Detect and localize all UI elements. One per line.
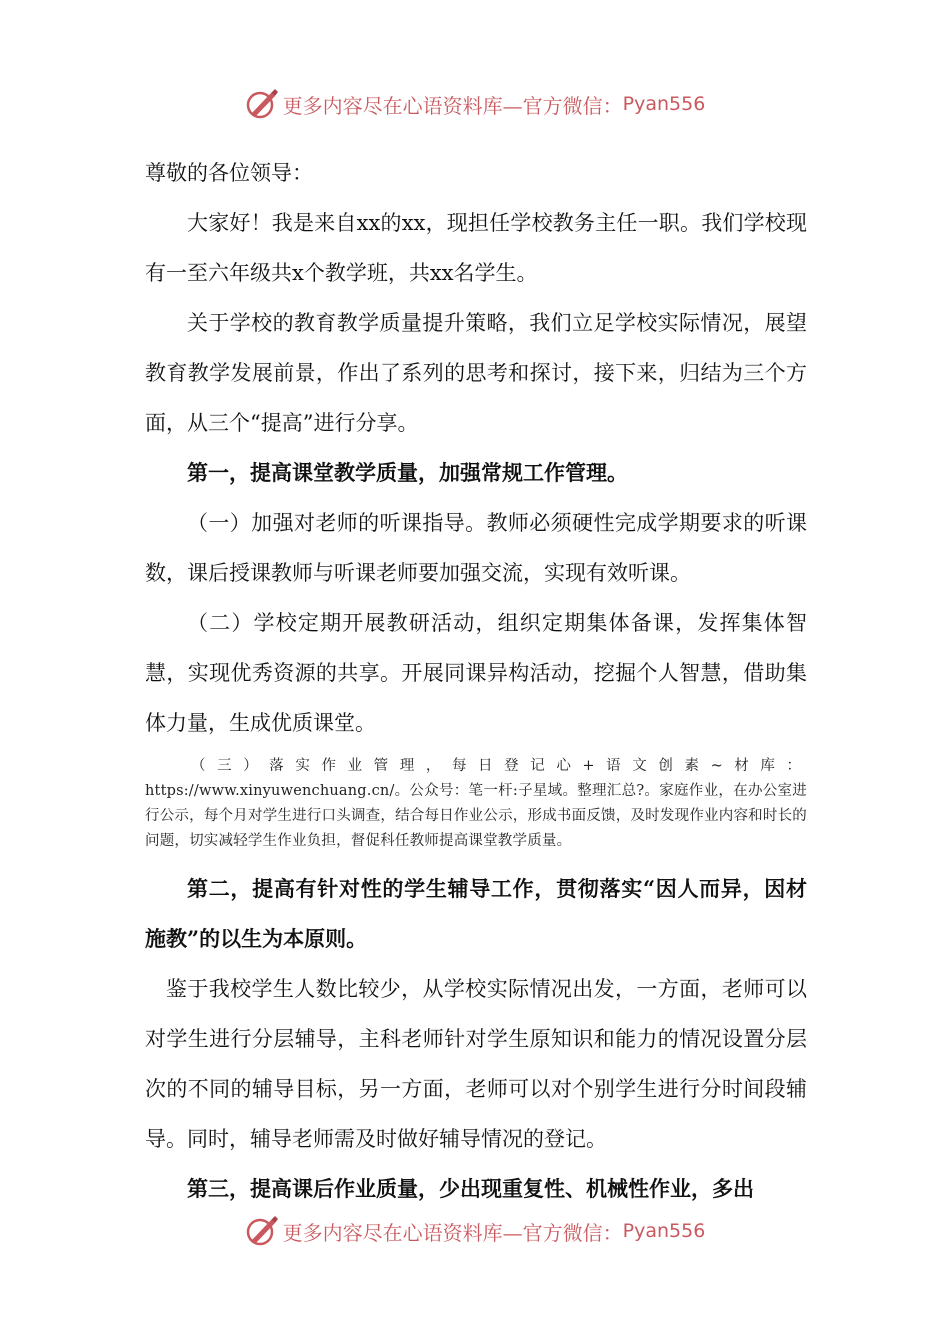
watermark-wechat-id: Pyan556 [622,93,706,115]
intro-paragraph-2: 关于学校的教育教学质量提升策略，我们立足学校实际情况，展望教育教学发展前景，作出了系列的思考和探讨，接下来，归结为三个方面，从三个“提高”进行分享。 [145,311,807,435]
section-2-body: 鉴于我校学生人数比较少，从学校实际情况出发，一方面，老师可以对学生进行分层辅导，主科老师针对学生原知识和能力的情况设置分层次的不同的辅导目标，另一方面，老师可以对个别学生进行分时间段辅导。同时，辅导老师需及时做好辅导情况的登记。 [145,977,807,1151]
section-2-heading: 第二，提高有针对性的学生辅导工作，贯彻落实“因人而异，因材施教”的以生为本原则。 [145,876,807,951]
intro-paragraph-1: 大家好！我是来自xx的xx，现担任学校教务主任一职。我们学校现有一至六年级共x个教学班，共xx名学生。 [145,211,807,285]
section-3-heading: 第三，提高课后作业质量，少出现重复性、机械性作业，多出 [187,1176,754,1201]
pen-logo-icon [245,87,279,121]
section-1-heading: 第一，提高课堂教学质量，加强常规工作管理。 [187,460,628,485]
section-1-item-3-lead: （三）落实作业管理，每日登记心+语文创素~材库： [191,758,807,774]
watermark-text: 更多内容尽在心语资料库—官方微信： [282,93,623,118]
watermark-text: 更多内容尽在心语资料库—官方微信： [282,1220,623,1245]
salutation: 尊敬的各位领导： [145,161,313,185]
watermark-banner-bottom [0,1211,950,1251]
watermark-banner-top [0,84,950,124]
watermark-wechat-id: Pyan556 [622,1220,706,1242]
section-1-item-1: （一）加强对老师的听课指导。教师必须硬性完成学期要求的听课数，课后授课教师与听课老师要加强交流，实现有效听课。 [145,511,807,585]
pen-logo-icon [245,1214,279,1248]
section-1-item-2: （二）学校定期开展教研活动，组织定期集体备课，发挥集体智慧，实现优秀资源的共享。开展同课异构活动，挖掘个人智慧，借助集体力量，生成优质课堂。 [145,611,807,735]
document-body [145,148,807,1214]
section-1-item-3 [145,754,807,854]
section-1-item-3-rest: https://www.xinyuwenchuang.cn/。公众号：笔一杆:子星域。整理汇总?。家庭作业，在办公室进行公示，每个月对学生进行口头调查，结合每日作业公示，形成书面反馈，及时发现作业内容和时长的问题，切实减轻学生作业负担，督促科任教师提高课堂教学质量。 [145,783,807,849]
